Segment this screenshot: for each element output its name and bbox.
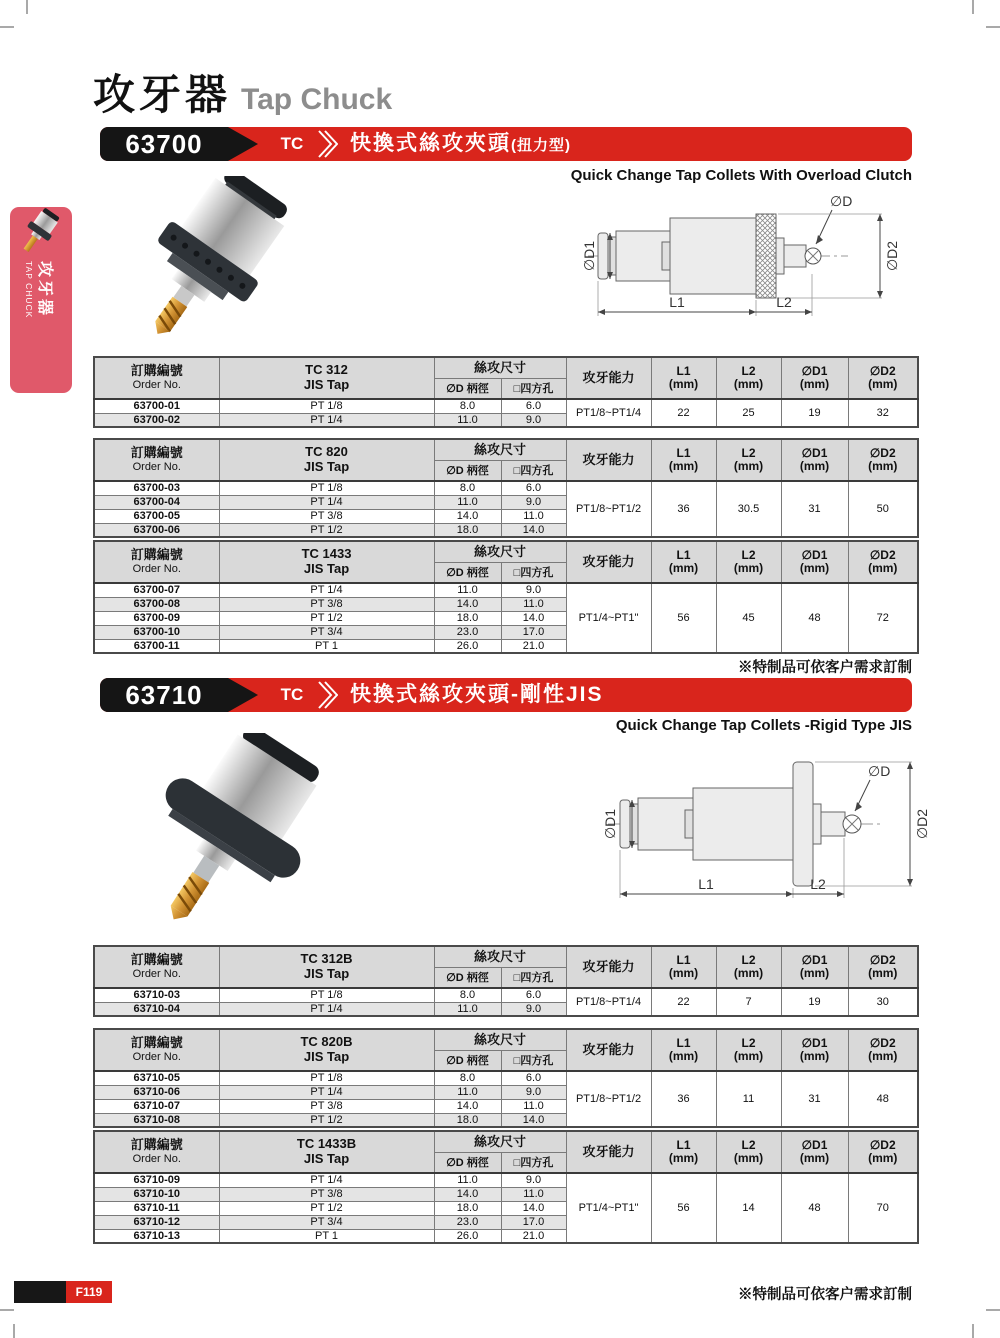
cell-shank: 18.0 xyxy=(434,611,501,625)
cell-square: 6.0 xyxy=(501,1071,566,1085)
crop-mark xyxy=(972,0,974,14)
cell-square: 6.0 xyxy=(501,988,566,1002)
cell-tap: PT 1 xyxy=(219,639,434,653)
cell-tap: PT 3/8 xyxy=(219,509,434,523)
col-header-tap-size: 絲攻尺寸 xyxy=(434,541,566,562)
cell-shank: 11.0 xyxy=(434,583,501,597)
col-header-square: □四方孔 xyxy=(501,378,566,399)
cell-d1: 48 xyxy=(781,583,848,653)
cell-square: 21.0 xyxy=(501,639,566,653)
col-header-d1: ∅D1 (mm) xyxy=(781,541,848,583)
cell-tap: PT 3/8 xyxy=(219,1099,434,1113)
col-header-order: 訂購編號 Order No. xyxy=(94,439,219,481)
section-series: TC xyxy=(280,134,304,153)
cell-square: 11.0 xyxy=(501,1187,566,1201)
col-header-d2: ∅D2 (mm) xyxy=(848,1029,918,1071)
cell-square: 9.0 xyxy=(501,1085,566,1099)
cell-shank: 11.0 xyxy=(434,1173,501,1187)
sidebar-tab-label-zh: 攻牙器 xyxy=(36,261,53,319)
section-banner-63700 xyxy=(100,127,912,161)
col-header-shank: ∅D 柄徑 xyxy=(434,1152,501,1173)
cell-square: 17.0 xyxy=(501,1215,566,1229)
product-photo-rigid-chuck xyxy=(128,733,343,938)
cell-l2: 30.5 xyxy=(716,481,781,537)
col-header-capacity: 攻牙能力 xyxy=(566,439,651,481)
cell-order-no: 63710-11 xyxy=(94,1201,219,1215)
col-header-tap-size: 絲攻尺寸 xyxy=(434,439,566,460)
col-header-l1: L1 (mm) xyxy=(651,1029,716,1071)
col-header-model: TC 820B JIS Tap xyxy=(219,1029,434,1071)
spec-table-tc312b xyxy=(93,945,919,1017)
cell-square: 14.0 xyxy=(501,1201,566,1215)
cell-order-no: 63700-10 xyxy=(94,625,219,639)
cell-shank: 11.0 xyxy=(434,1085,501,1099)
cell-capacity: PT1/4~PT1" xyxy=(566,1173,651,1243)
col-header-capacity: 攻牙能力 xyxy=(566,1131,651,1173)
cell-order-no: 63710-09 xyxy=(94,1173,219,1187)
cell-tap: PT 1/2 xyxy=(219,1201,434,1215)
page-title-en: Tap Chuck xyxy=(241,83,393,116)
col-header-square: □四方孔 xyxy=(501,1152,566,1173)
svg-text:∅D1: ∅D1 xyxy=(581,240,597,272)
cell-order-no: 63710-05 xyxy=(94,1071,219,1085)
dimension-diagram-overload-clutch xyxy=(580,188,915,326)
cell-d1: 19 xyxy=(781,399,848,427)
col-header-order: 訂購編號 Order No. xyxy=(94,1029,219,1071)
section-code: 63700 xyxy=(125,129,203,159)
col-header-shank: ∅D 柄徑 xyxy=(434,1050,501,1071)
cell-square: 11.0 xyxy=(501,1099,566,1113)
col-header-order: 訂購編號 Order No. xyxy=(94,357,219,399)
cell-tap: PT 1/2 xyxy=(219,523,434,537)
cell-tap: PT 3/8 xyxy=(219,597,434,611)
section-code: 63710 xyxy=(125,680,203,710)
cell-square: 6.0 xyxy=(501,399,566,413)
dimension-diagram-rigid xyxy=(600,748,940,906)
col-header-shank: ∅D 柄徑 xyxy=(434,378,501,399)
cell-shank: 18.0 xyxy=(434,523,501,537)
cell-shank: 23.0 xyxy=(434,1215,501,1229)
cell-capacity: PT1/4~PT1" xyxy=(566,583,651,653)
cell-l2: 25 xyxy=(716,399,781,427)
cell-l1: 56 xyxy=(651,1173,716,1243)
cell-tap: PT 1/4 xyxy=(219,1002,434,1016)
svg-text:∅D2: ∅D2 xyxy=(884,240,900,272)
cell-order-no: 63700-03 xyxy=(94,481,219,495)
col-header-l2: L2 (mm) xyxy=(716,1131,781,1173)
col-header-l2: L2 (mm) xyxy=(716,357,781,399)
cell-tap: PT 1/8 xyxy=(219,1071,434,1085)
sidebar-tab-label-en: TAP CHUCK xyxy=(24,261,34,319)
cell-tap: PT 1/2 xyxy=(219,1113,434,1127)
cell-capacity: PT1/8~PT1/2 xyxy=(566,481,651,537)
cell-shank: 14.0 xyxy=(434,1099,501,1113)
col-header-tap-size: 絲攻尺寸 xyxy=(434,1131,566,1152)
cell-square: 9.0 xyxy=(501,583,566,597)
cell-order-no: 63700-05 xyxy=(94,509,219,523)
col-header-capacity: 攻牙能力 xyxy=(566,541,651,583)
col-header-model: TC 312B JIS Tap xyxy=(219,946,434,988)
col-header-l2: L2 (mm) xyxy=(716,1029,781,1071)
cell-d1: 19 xyxy=(781,988,848,1016)
section-series: TC xyxy=(280,685,304,704)
cell-tap: PT 1 xyxy=(219,1229,434,1243)
cell-d2: 70 xyxy=(848,1173,918,1243)
cell-tap: PT 1/4 xyxy=(219,583,434,597)
col-header-model: TC 312 JIS Tap xyxy=(219,357,434,399)
col-header-tap-size: 絲攻尺寸 xyxy=(434,1029,566,1050)
svg-text:∅D: ∅D xyxy=(830,193,853,209)
col-header-d2: ∅D2 (mm) xyxy=(848,357,918,399)
table-row xyxy=(94,1173,918,1187)
page-number: F119 xyxy=(66,1281,112,1303)
tap-chuck-icon xyxy=(19,207,63,259)
cell-order-no: 63700-11 xyxy=(94,639,219,653)
cell-shank: 11.0 xyxy=(434,1002,501,1016)
cell-order-no: 63710-03 xyxy=(94,988,219,1002)
cell-capacity: PT1/8~PT1/4 xyxy=(566,399,651,427)
cell-order-no: 63710-04 xyxy=(94,1002,219,1016)
cell-shank: 18.0 xyxy=(434,1113,501,1127)
cell-tap: PT 1/4 xyxy=(219,1173,434,1187)
custom-order-note: ※特制品可依客户需求訂制 xyxy=(738,1287,912,1303)
svg-text:L2: L2 xyxy=(776,294,792,310)
table-row xyxy=(94,481,918,495)
cell-l2: 45 xyxy=(716,583,781,653)
cell-order-no: 63710-07 xyxy=(94,1099,219,1113)
col-header-d1: ∅D1 (mm) xyxy=(781,1029,848,1071)
section-title-zh: 快換式絲攻夾頭-剛性JIS xyxy=(350,683,604,706)
col-header-model: TC 1433 JIS Tap xyxy=(219,541,434,583)
col-header-order: 訂購編號 Order No. xyxy=(94,541,219,583)
col-header-square: □四方孔 xyxy=(501,460,566,481)
col-header-shank: ∅D 柄徑 xyxy=(434,562,501,583)
cell-tap: PT 1/8 xyxy=(219,481,434,495)
cell-order-no: 63700-08 xyxy=(94,597,219,611)
cell-tap: PT 1/2 xyxy=(219,611,434,625)
section-banner-63710 xyxy=(100,678,912,712)
col-header-l2: L2 (mm) xyxy=(716,541,781,583)
col-header-capacity: 攻牙能力 xyxy=(566,357,651,399)
cell-d1: 48 xyxy=(781,1173,848,1243)
sidebar-tab-tap-chuck xyxy=(10,207,72,393)
cell-order-no: 63710-06 xyxy=(94,1085,219,1099)
cell-order-no: 63700-06 xyxy=(94,523,219,537)
page-number-black-block xyxy=(14,1281,66,1303)
cell-shank: 8.0 xyxy=(434,481,501,495)
cell-l2: 11 xyxy=(716,1071,781,1127)
cell-l1: 56 xyxy=(651,583,716,653)
cell-shank: 26.0 xyxy=(434,639,501,653)
cell-l1: 22 xyxy=(651,399,716,427)
cell-d1: 31 xyxy=(781,1071,848,1127)
cell-l1: 36 xyxy=(651,481,716,537)
col-header-l1: L1 (mm) xyxy=(651,1131,716,1173)
section-subtitle-en: Quick Change Tap Collets With Overload Clutch xyxy=(570,167,912,184)
sidebar-tab-labels xyxy=(24,261,58,318)
cell-square: 17.0 xyxy=(501,625,566,639)
col-header-l2: L2 (mm) xyxy=(716,439,781,481)
crop-mark xyxy=(13,1324,15,1338)
col-header-l1: L1 (mm) xyxy=(651,357,716,399)
cell-d2: 72 xyxy=(848,583,918,653)
cell-order-no: 63710-13 xyxy=(94,1229,219,1243)
svg-text:∅D2: ∅D2 xyxy=(914,808,930,840)
col-header-order: 訂購編號 Order No. xyxy=(94,1131,219,1173)
cell-tap: PT 1/4 xyxy=(219,413,434,427)
crop-mark xyxy=(0,26,14,28)
section-title-zh: 快換式絲攻夾頭(扭力型) xyxy=(350,132,571,155)
cell-tap: PT 1/4 xyxy=(219,495,434,509)
svg-text:∅D: ∅D xyxy=(868,763,891,779)
cell-order-no: 63700-01 xyxy=(94,399,219,413)
cell-shank: 18.0 xyxy=(434,1201,501,1215)
col-header-square: □四方孔 xyxy=(501,562,566,583)
cell-l2: 7 xyxy=(716,988,781,1016)
cell-capacity: PT1/8~PT1/4 xyxy=(566,988,651,1016)
col-header-d2: ∅D2 (mm) xyxy=(848,1131,918,1173)
custom-order-note: ※特制品可依客户需求訂制 xyxy=(738,660,912,676)
crop-mark xyxy=(972,1324,974,1338)
spec-table-tc1433 xyxy=(93,540,919,654)
svg-text:L2: L2 xyxy=(810,876,826,892)
col-header-l2: L2 (mm) xyxy=(716,946,781,988)
col-header-capacity: 攻牙能力 xyxy=(566,1029,651,1071)
cell-shank: 14.0 xyxy=(434,597,501,611)
cell-l1: 36 xyxy=(651,1071,716,1127)
crop-mark xyxy=(986,26,1000,28)
cell-square: 9.0 xyxy=(501,1173,566,1187)
col-header-square: □四方孔 xyxy=(501,1050,566,1071)
col-header-d1: ∅D1 (mm) xyxy=(781,439,848,481)
cell-square: 14.0 xyxy=(501,611,566,625)
col-header-model: TC 820 JIS Tap xyxy=(219,439,434,481)
cell-square: 11.0 xyxy=(501,509,566,523)
col-header-capacity: 攻牙能力 xyxy=(566,946,651,988)
crop-mark xyxy=(26,0,28,14)
cell-tap: PT 3/8 xyxy=(219,1187,434,1201)
cell-order-no: 63700-09 xyxy=(94,611,219,625)
cell-shank: 23.0 xyxy=(434,625,501,639)
crop-mark xyxy=(986,1309,1000,1311)
col-header-d2: ∅D2 (mm) xyxy=(848,439,918,481)
cell-square: 6.0 xyxy=(501,481,566,495)
cell-tap: PT 1/8 xyxy=(219,399,434,413)
cell-order-no: 63700-07 xyxy=(94,583,219,597)
cell-square: 9.0 xyxy=(501,413,566,427)
page-title xyxy=(93,62,392,122)
spec-table-tc1433b xyxy=(93,1130,919,1244)
col-header-shank: ∅D 柄徑 xyxy=(434,460,501,481)
cell-shank: 8.0 xyxy=(434,1071,501,1085)
cell-square: 11.0 xyxy=(501,597,566,611)
col-header-order: 訂購編號 Order No. xyxy=(94,946,219,988)
chevron-right-icon xyxy=(316,681,338,709)
cell-order-no: 63710-12 xyxy=(94,1215,219,1229)
cell-tap: PT 1/8 xyxy=(219,988,434,1002)
table-row xyxy=(94,988,918,1002)
table-row xyxy=(94,1071,918,1085)
cell-order-no: 63710-10 xyxy=(94,1187,219,1201)
crop-mark xyxy=(0,1309,14,1311)
col-header-shank: ∅D 柄徑 xyxy=(434,967,501,988)
cell-square: 21.0 xyxy=(501,1229,566,1243)
cell-shank: 14.0 xyxy=(434,509,501,523)
table-row xyxy=(94,583,918,597)
cell-shank: 14.0 xyxy=(434,1187,501,1201)
col-header-d1: ∅D1 (mm) xyxy=(781,946,848,988)
cell-d2: 48 xyxy=(848,1071,918,1127)
col-header-d1: ∅D1 (mm) xyxy=(781,1131,848,1173)
cell-square: 9.0 xyxy=(501,1002,566,1016)
cell-shank: 8.0 xyxy=(434,399,501,413)
spec-table-tc820b xyxy=(93,1028,919,1128)
col-header-d2: ∅D2 (mm) xyxy=(848,541,918,583)
table-row xyxy=(94,399,918,413)
col-header-d2: ∅D2 (mm) xyxy=(848,946,918,988)
spec-table-tc312 xyxy=(93,356,919,428)
chevron-right-icon xyxy=(316,130,338,158)
page-number-tab xyxy=(14,1281,112,1303)
svg-text:L1: L1 xyxy=(669,294,685,310)
page-title-zh: 攻牙器 xyxy=(93,71,232,118)
cell-l2: 14 xyxy=(716,1173,781,1243)
cell-d1: 31 xyxy=(781,481,848,537)
col-header-l1: L1 (mm) xyxy=(651,946,716,988)
cell-shank: 26.0 xyxy=(434,1229,501,1243)
cell-l1: 22 xyxy=(651,988,716,1016)
col-header-l1: L1 (mm) xyxy=(651,541,716,583)
cell-tap: PT 1/4 xyxy=(219,1085,434,1099)
cell-shank: 8.0 xyxy=(434,988,501,1002)
spec-table-tc820 xyxy=(93,438,919,538)
col-header-l1: L1 (mm) xyxy=(651,439,716,481)
cell-order-no: 63710-08 xyxy=(94,1113,219,1127)
col-header-model: TC 1433B JIS Tap xyxy=(219,1131,434,1173)
cell-square: 9.0 xyxy=(501,495,566,509)
svg-text:∅D1: ∅D1 xyxy=(602,808,618,840)
cell-tap: PT 3/4 xyxy=(219,625,434,639)
cell-order-no: 63700-04 xyxy=(94,495,219,509)
cell-d2: 32 xyxy=(848,399,918,427)
svg-text:L1: L1 xyxy=(698,876,714,892)
col-header-d1: ∅D1 (mm) xyxy=(781,357,848,399)
cell-d2: 30 xyxy=(848,988,918,1016)
cell-shank: 11.0 xyxy=(434,495,501,509)
cell-shank: 11.0 xyxy=(434,413,501,427)
cell-square: 14.0 xyxy=(501,523,566,537)
cell-order-no: 63700-02 xyxy=(94,413,219,427)
cell-tap: PT 3/4 xyxy=(219,1215,434,1229)
section-subtitle-en: Quick Change Tap Collets -Rigid Type JIS xyxy=(615,717,912,734)
col-header-tap-size: 絲攻尺寸 xyxy=(434,357,566,378)
col-header-square: □四方孔 xyxy=(501,967,566,988)
cell-square: 14.0 xyxy=(501,1113,566,1127)
cell-capacity: PT1/8~PT1/2 xyxy=(566,1071,651,1127)
product-photo-overload-clutch-chuck xyxy=(112,176,317,348)
col-header-tap-size: 絲攻尺寸 xyxy=(434,946,566,967)
cell-d2: 50 xyxy=(848,481,918,537)
